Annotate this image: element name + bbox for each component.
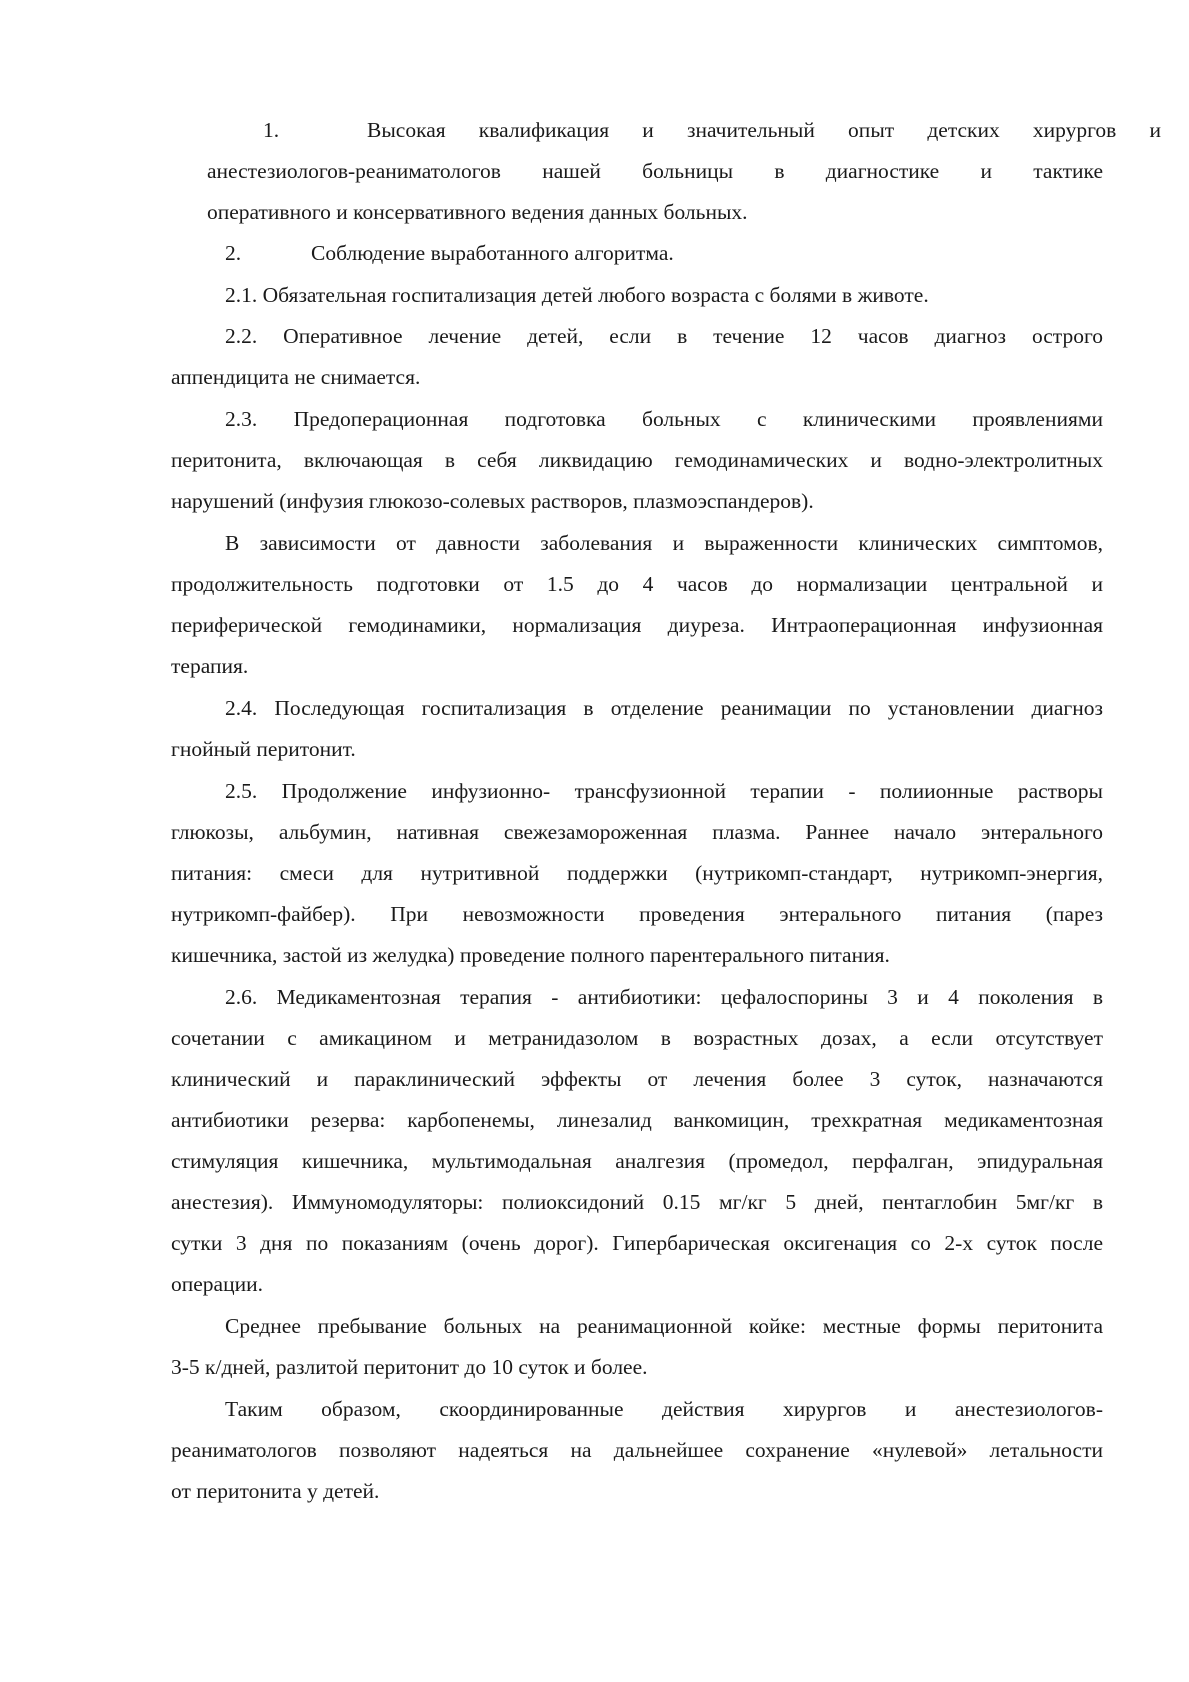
item-1-number: 1.: [263, 118, 280, 142]
paragraph-stay-line-2: 3-5 к/дней, разлитой перитонит до 10 суток и более.: [171, 1355, 648, 1379]
paragraph-conclusion-line-1: Таким образом, скоординированные действия хирургов и анестезиологов-: [225, 1397, 1103, 1421]
paragraph-2-5-line-3: питания: смеси для нутритивной поддержки (нутрикомп-стандарт, нутрикомп-энергия,: [171, 861, 1103, 885]
item-1-line-2: анестезиологов-реаниматологов нашей больницы в диагностике и тактике: [207, 159, 1103, 183]
item-2-number: 2.: [225, 241, 242, 265]
paragraph-dependence-line-2: продолжительность подготовки от 1.5 до 4 часов до нормализации центральной и: [171, 572, 1103, 596]
paragraph-stay-line-1: Среднее пребывание больных на реанимационной койке: местные формы перитонита: [225, 1314, 1103, 1338]
paragraph-2-3-line-1: 2.3. Предоперационная подготовка больных с клиническими проявлениями: [225, 407, 1103, 431]
paragraph-dependence-line-1: В зависимости от давности заболевания и выраженности клинических симптомов,: [225, 531, 1103, 555]
paragraph-2-6-line-2: сочетании с амикацином и метранидазолом в возрастных дозах, а если отсутствует: [171, 1026, 1103, 1050]
paragraph-2-6-line-1: 2.6. Медикаментозная терапия - антибиотики: цефалоспорины 3 и 4 поколения в: [225, 985, 1103, 1009]
paragraph-conclusion-line-2: реаниматологов позволяют надеяться на дальнейшее сохранение «нулевой» летальности: [171, 1438, 1103, 1462]
paragraph-2-2-line-1: 2.2. Оперативное лечение детей, если в течение 12 часов диагноз острого: [225, 324, 1103, 348]
item-1-line-3: оперативного и консервативного ведения данных больных.: [207, 200, 748, 224]
paragraph-2-3-line-3: нарушений (инфузия глюкозо-солевых растворов, плазмоэспандеров).: [171, 489, 814, 513]
paragraph-2-6-line-3: клинический и параклинический эффекты от лечения более 3 суток, назначаются: [171, 1067, 1103, 1091]
paragraph-conclusion-line-3: от перитонита у детей.: [171, 1479, 380, 1503]
paragraph-2-4-line-2: гнойный перитонит.: [171, 737, 356, 761]
paragraph-2-6-line-5: стимуляция кишечника, мультимодальная аналгезия (промедол, перфалган, эпидуральная: [171, 1149, 1103, 1173]
paragraph-2-6-line-7: сутки 3 дня по показаниям (очень дорог). Гипербарическая оксигенация со 2-х суток после: [171, 1231, 1103, 1255]
paragraph-2-5-line-2: глюкозы, альбумин, нативная свежезамороженная плазма. Раннее начало энтерального: [171, 820, 1103, 844]
paragraph-2-1: 2.1. Обязательная госпитализация детей любого возраста с болями в животе.: [225, 283, 929, 307]
paragraph-2-6-line-4: антибиотики резерва: карбопенемы, линезалид ванкомицин, трехкратная медикаментозная: [171, 1108, 1103, 1132]
item-2-text: Соблюдение выработанного алгоритма.: [311, 241, 674, 265]
item-1-line-1: Высокая квалификация и значительный опыт детских хирургов и: [367, 118, 1161, 142]
paragraph-2-5-line-4: нутрикомп-файбер). При невозможности проведения энтерального питания (парез: [171, 902, 1103, 926]
paragraph-2-6-line-6: анестезия). Иммуномодуляторы: полиоксидоний 0.15 мг/кг 5 дней, пентаглобин 5мг/кг в: [171, 1190, 1103, 1214]
paragraph-2-5-line-1: 2.5. Продолжение инфузионно- трансфузионной терапии - полиионные растворы: [225, 779, 1103, 803]
paragraph-dependence-line-3: периферической гемодинамики, нормализация диуреза. Интраоперационная инфузионная: [171, 613, 1103, 637]
paragraph-2-3-line-2: перитонита, включающая в себя ликвидацию гемодинамических и водно-электролитных: [171, 448, 1103, 472]
paragraph-2-2-line-2: аппендицита не снимается.: [171, 365, 421, 389]
paragraph-dependence-line-4: терапия.: [171, 654, 249, 678]
paragraph-2-4-line-1: 2.4. Последующая госпитализация в отделение реанимации по установлении диагноз: [225, 696, 1103, 720]
paragraph-2-6-line-8: операции.: [171, 1272, 263, 1296]
paragraph-2-5-line-5: кишечника, застой из желудка) проведение полного парентерального питания.: [171, 943, 890, 967]
